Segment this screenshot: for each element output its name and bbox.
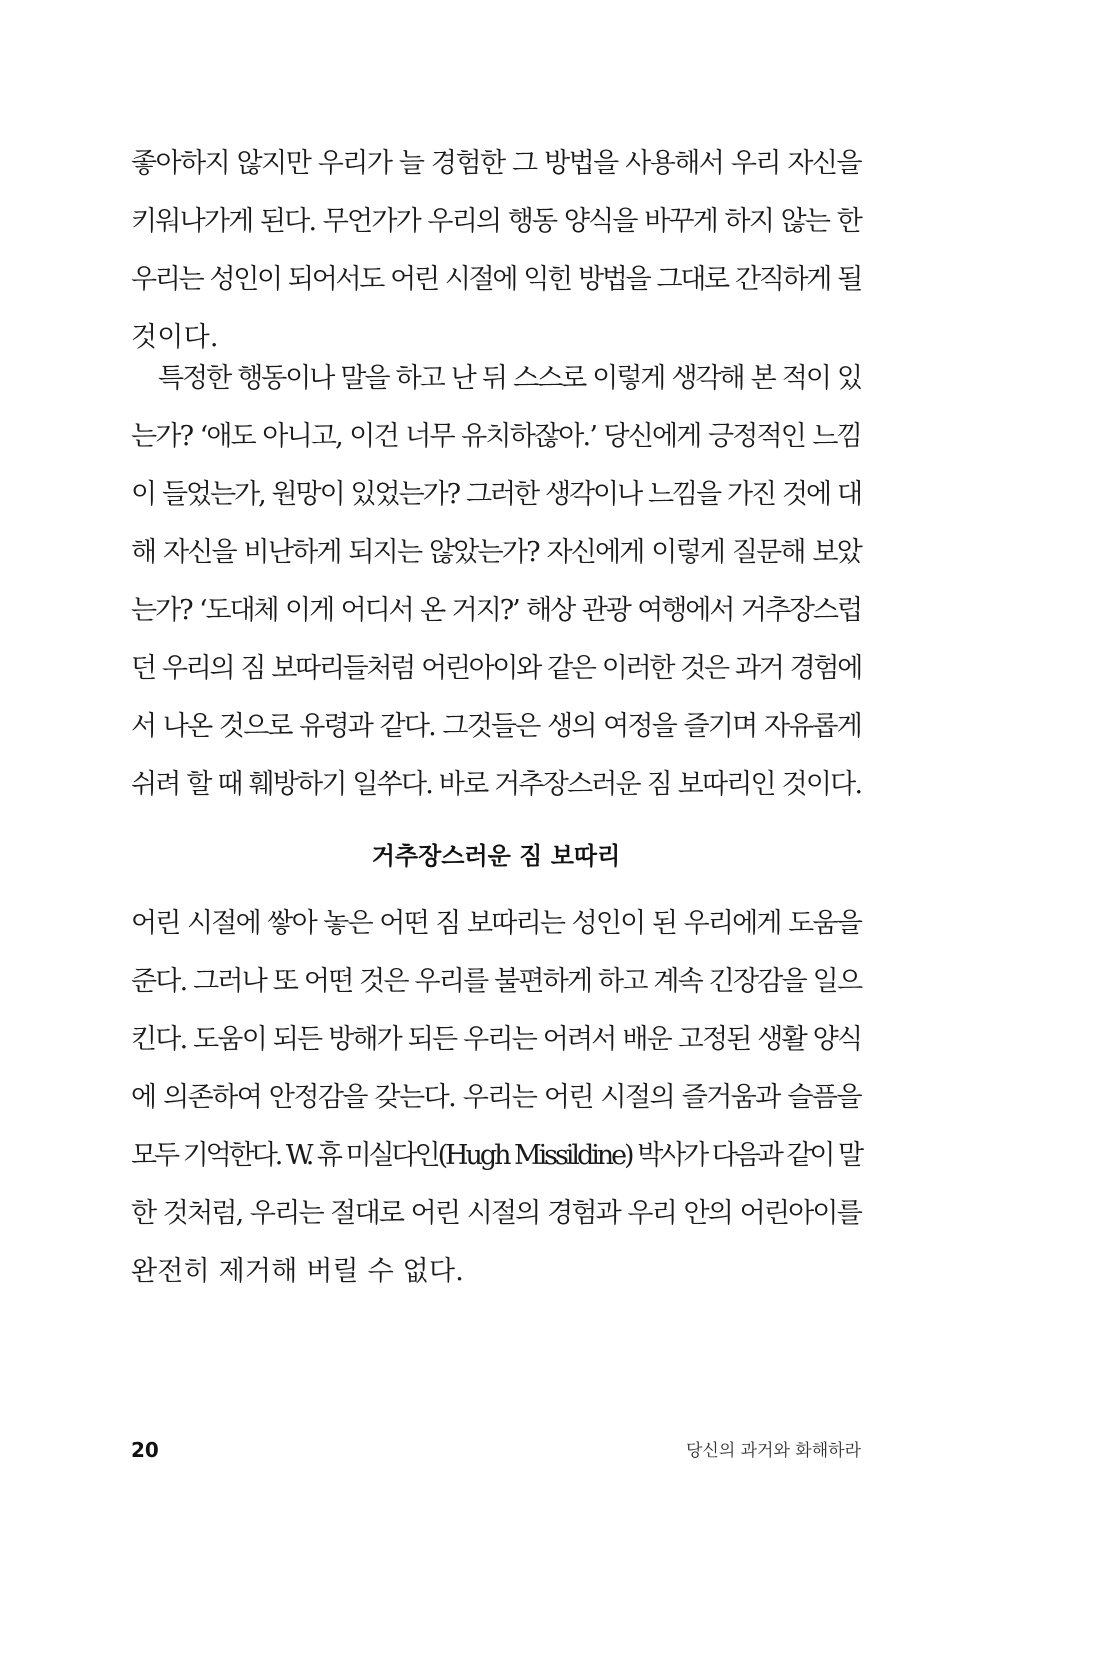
paragraph-line: 모두 기억한다. W. 휴 미실다인(Hugh Missildine) 박사가 다음과 같이 말 [131, 1140, 861, 1171]
paragraph-line: 특정한 행동이나 말을 하고 난 뒤 스스로 이렇게 생각해 본 적이 있 [158, 363, 861, 394]
page-number: 20 [131, 1438, 159, 1462]
paragraph-line: 키워나가게 된다. 무언가가 우리의 행동 양식을 바꾸게 하지 않는 한 [131, 206, 861, 237]
paragraph-line: 해 자신을 비난하게 되지는 않았는가? 자신에게 이렇게 질문해 보았 [131, 537, 861, 568]
running-title: 당신의 과거와 화해하라 [685, 1441, 861, 1461]
paragraph-line: 이 들었는가, 원망이 있었는가? 그러한 생각이나 느낌을 가진 것에 대 [131, 479, 861, 510]
paragraph-line: 것이다. [131, 322, 219, 353]
paragraph-line: 우리는 성인이 되어서도 어린 시절에 익힌 방법을 그대로 간직하게 될 [131, 264, 861, 295]
paragraph-1 [131, 135, 861, 367]
paragraph-line: 킨다. 도움이 되든 방해가 되든 우리는 어려서 배운 고정된 생활 양식 [131, 1024, 862, 1055]
paragraph-line: 한 것처럼, 우리는 절대로 어린 시절의 경험과 우리 안의 어린아이를 [131, 1198, 861, 1229]
paragraph-line: 어린 시절에 쌓아 놓은 어떤 짐 보따리는 성인이 된 우리에게 도움을 [131, 908, 861, 939]
paragraph-line: 완전히 제거해 버릴 수 없다. [131, 1256, 465, 1287]
paragraph-line: 서 나온 것으로 유령과 같다. 그것들은 생의 여정을 즐기며 자유롭게 [131, 711, 861, 742]
paragraph-line: 던 우리의 짐 보따리들처럼 어린아이와 같은 이러한 것은 과거 경험에 [131, 653, 861, 684]
section-heading: 거추장스러운 짐 보따리 [371, 842, 621, 870]
paragraph-line: 는가? ‘도대체 이게 어디서 온 거지?’ 해상 관광 여행에서 거추장스럽 [131, 595, 861, 626]
paragraph-line: 쉬려 할 때 훼방하기 일쑤다. 바로 거추장스러운 짐 보따리인 것이다. [131, 769, 862, 800]
paragraph-line: 는가? ‘애도 아니고, 이건 너무 유치하잖아.’ 당신에게 긍정적인 느낌 [131, 421, 861, 452]
paragraph-line: 좋아하지 않지만 우리가 늘 경험한 그 방법을 사용해서 우리 자신을 [131, 148, 861, 179]
paragraph-line: 준다. 그러나 또 어떤 것은 우리를 불편하게 하고 계속 긴장감을 일으 [131, 966, 862, 997]
paragraph-line: 에 의존하여 안정감을 갖는다. 우리는 어린 시절의 즐거움과 슬픔을 [131, 1082, 861, 1113]
paragraph-3 [131, 895, 861, 1301]
paragraph-2 [131, 350, 861, 814]
